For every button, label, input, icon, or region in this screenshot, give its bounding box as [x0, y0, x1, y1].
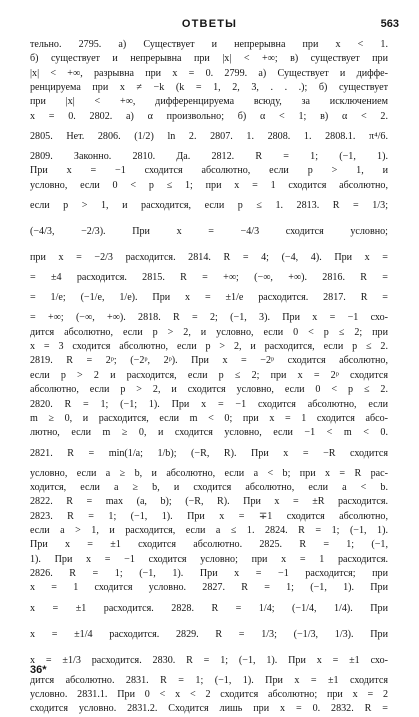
text-line: при |x| < +∞, дифференцируема всюду, за исключением [30, 96, 388, 108]
text-line: тельно. 2795. а) Существует и непрерывна при x < 1. [30, 39, 388, 50]
text-line: дится абсолютно, если p > 2, и условно, если 0 < p ≤ 2; при [30, 326, 388, 338]
text-line: абсолютно, если p > 2, и сходится условно, если 0 < p ≤ 2. [30, 384, 388, 396]
text-line: сходится условно. 2831.2. Сходится лишь при x = 0. 2832. R = [30, 703, 388, 715]
text-line: |x| < +∞, разрывна при x = 0. 2799. а) Существует и диффе- [30, 67, 388, 79]
text-line: x = 1 сходится условно. 2827. R = 1; (−1, 1). При [30, 582, 388, 594]
running-title: ОТВЕТЫ [181, 18, 238, 30]
text-line: ренцируема при x ≠ −k (k = 1, 2, 3, . . .); б) существует [30, 82, 388, 94]
text-line: если p > 2 и расходится, если p ≤ 2; при x = 2ᵖ сходится [30, 369, 388, 381]
text-line: 2819. R = 2ᵖ; (−2ᵖ, 2ᵖ). При x = −2ᵖ сходится абсолютно, [30, 355, 388, 367]
text-line: 2820. R = 1; (−1; 1). При x = −1 сходится абсолютно, если [30, 398, 388, 410]
text-line: m ≥ 0, и расходится, если m < 0; при x = 1 сходится абсо- [30, 412, 388, 424]
text-line: условно. 2831.1. При 0 < x < 2 сходится абсолютно; при x = 2 [30, 688, 388, 700]
text-line: 2809. Законно. 2810. Да. 2812. R = 1; (−1, 1). [30, 151, 388, 163]
text-line: x = ±1/4 расходится. 2829. R = 1/3; (−1/3, 1/3). При [30, 628, 388, 640]
text-line: условно, если 0 < p ≤ 1; при x = 1 сходится абсолютно, [30, 179, 388, 191]
text-line: = +∞; (−∞, +∞). 2818. R = 2; (−1, 3). При x = −1 схо- [30, 312, 388, 324]
text-line: (−4/3, −2/3). При x = −4/3 сходится условно; [30, 226, 388, 238]
text-line: 2805. Нет. 2806. (1/2) ln 2. 2807. 1. 2808. 1. 2808.1. π⁴/6. [30, 131, 388, 143]
text-line: если p > 1, и расходится, если p ≤ 1. 2813. R = 1/3; [30, 200, 388, 212]
text-line: если a > 1, и расходится, если a ≤ 1. 2824. R = 1; (−1, 1). [30, 524, 388, 536]
text-line: 2821. R = min(1/a; 1/b); (−R, R). При x = −R сходится [30, 447, 388, 459]
text-line: 2823. R = 1; (−1, 1). При x = ∓1 сходится абсолютно, [30, 510, 388, 522]
page-number: 563 [380, 18, 399, 30]
text-line: x = 0. 2802. а) α произвольно; б) α < 1; в) α < 2. [30, 110, 388, 122]
text-line: При x = ±1 сходится абсолютно. 2825. R = 1; (−1, [30, 539, 388, 551]
text-line: лютно, если m ≥ 0, и сходится условно, если −1 < m < 0. [30, 427, 388, 439]
text-line: условно, если a ≥ b, и абсолютно, если a < b; при x = R рас- [30, 467, 388, 479]
text-line: x = ±1/3 расходится. 2830. R = 1; (−1, 1). При x = ±1 схо- [30, 654, 388, 666]
signature-mark: 36* [30, 664, 47, 676]
text-line: = ±4 расходится. 2815. R = +∞; (−∞, +∞). 2816. R = [30, 272, 388, 284]
text-line: = 1/e; (−1/e, 1/e). При x = ±1/e расходится. 2817. R = [30, 292, 388, 304]
text-line: б) существует и непрерывна при |x| < +∞; в) существует при [30, 53, 388, 65]
text-line: 2826. R = 1; (−1, 1). При x = −1 расходится; при [30, 567, 388, 579]
text-line: при x = −2/3 расходится. 2814. R = 4; (−4, 4). При x = [30, 252, 388, 264]
text-line: дится абсолютно. 2831. R = 1; (−1, 1). При x = ±1 сходится [30, 674, 388, 686]
text-line: ходится, если a ≥ b, и сходится абсолютно, если a < b. [30, 481, 388, 493]
page-header [0, 18, 419, 34]
text-line: x = 3 сходится абсолютно, если p > 2, и расходится, если p ≤ 2. [30, 341, 388, 353]
text-line: При x = −1 сходится абсолютно, если p > 1, и [30, 165, 388, 177]
text-line: 1). При x = −1 сходится условно; при x = 1 расходится. [30, 553, 388, 565]
text-line: x = ±1 расходится. 2828. R = 1/4; (−1/4, 1/4). При [30, 602, 388, 614]
text-line: 2822. R = max (a, b); (−R, R). При x = ±R расходится. [30, 496, 388, 508]
